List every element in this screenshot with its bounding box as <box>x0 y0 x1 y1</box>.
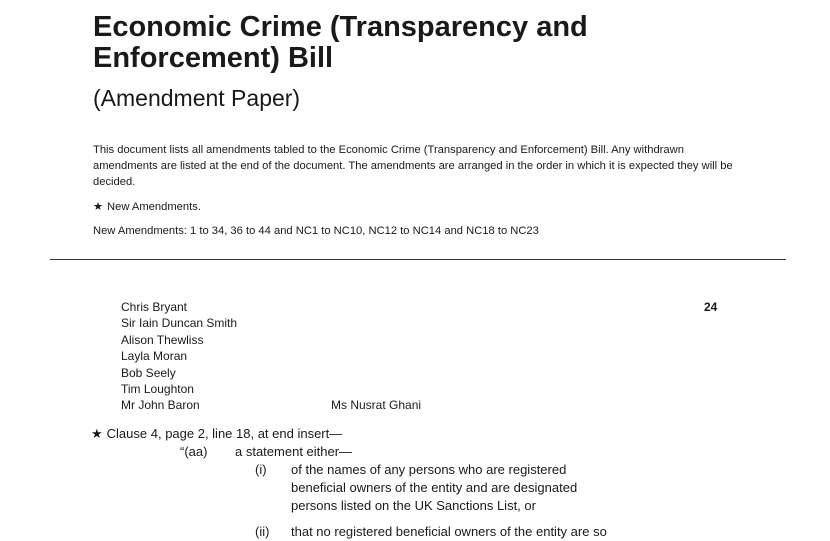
new-amendments-line: New Amendments: 1 to 34, 36 to 44 and NC1 to NC10, NC12 to NC14 and NC18 to NC23 <box>93 225 539 237</box>
item-line: of the names of any persons who are registered <box>291 462 567 477</box>
sponsor-name: Tim Loughton <box>121 382 194 397</box>
subparagraph-text: a statement either— <box>235 444 353 459</box>
star-icon: ★ <box>91 426 103 441</box>
clause-text: Clause 4, page 2, line 18, at end insert— <box>106 426 343 441</box>
section-divider <box>50 259 786 260</box>
star-legend-text: New Amendments. <box>107 201 201 213</box>
star-legend <box>93 199 201 215</box>
item-line: that no registered beneficial owners of the entity are so <box>291 524 607 539</box>
subparagraph-aa <box>180 443 352 461</box>
item-line: persons listed on the UK Sanctions List, or <box>291 498 536 513</box>
sponsor-name: Chris Bryant <box>121 300 188 314</box>
sponsor-name: Bob Seely <box>121 365 176 380</box>
bill-title: Economic Crime (Transparency and Enforcement) Bill <box>93 11 588 74</box>
sponsor-name: Mr John Baron <box>121 398 200 413</box>
sponsor-name: Layla Moran <box>121 349 188 364</box>
sponsor-name: Ms Nusrat Ghani <box>331 398 422 412</box>
item-number: (i) <box>255 462 267 477</box>
sponsor-list <box>121 299 237 414</box>
sponsor-name: Alison Thewliss <box>121 332 204 347</box>
item-text <box>291 461 651 515</box>
item-line: beneficial owners of the entity and are designated <box>291 480 578 495</box>
intro-paragraph: This document lists all amendments tabled to the Economic Crime (Transparency and Enforcement) Bill. Any withdrawn amendments are listed at the end of the document. The amendments are arranged in the order in which it is expected they will be decided. <box>93 144 733 188</box>
amendment-number: 24 <box>704 300 718 314</box>
subparagraph-label: “(aa) <box>180 444 208 459</box>
document-subtitle: (Amendment Paper) <box>93 85 301 111</box>
item-text <box>291 523 651 541</box>
clause-reference <box>91 425 342 443</box>
star-icon: ★ <box>93 201 104 213</box>
item-number: (ii) <box>255 524 270 539</box>
sponsor-name: Sir Iain Duncan Smith <box>121 316 238 331</box>
